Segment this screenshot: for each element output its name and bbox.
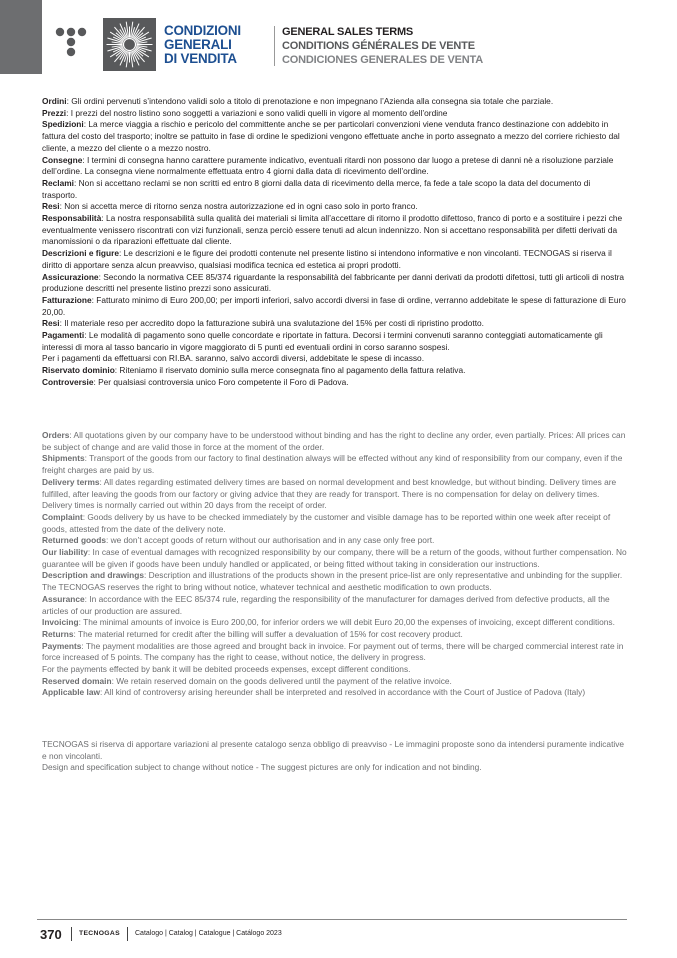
- term-text: : All kind of controversy arising hereunder shall be interpreted and resolved in accordance with the Court of Justice of Padova (Italy): [99, 687, 586, 698]
- term-label: Controversie: [42, 376, 94, 387]
- term-paragraph: [42, 353, 627, 365]
- term-text: : La merce viaggia a rischio e pericolo del committente anche se per particolari convenzioni viene venduta franco destinazione con addebito in fattura del costo del trasporto; inoltre se pattuito in fase di ordine le spedizioni vengono effettuate anche in porto assegnato a mezzo del corriere richiesto dal cliente, a mezzo del cliente o a mezzo nostro.: [42, 119, 620, 153]
- title-it-line-3: DI VENDITA: [164, 51, 237, 66]
- term-label: Consegne: [42, 154, 83, 165]
- term-label: Delivery terms: [42, 476, 100, 487]
- note-italian: TECNOGAS si riserva di apportare variazioni al presente catalogo senza obbligo di preavviso - Le immagini proposte sono da intendersi puramente indicative e non vincolanti.: [42, 739, 625, 761]
- term-paragraph: [42, 594, 627, 617]
- title-spanish: CONDICIONES GENERALES DE VENTA: [282, 54, 483, 66]
- term-text: : La nostra responsabilità sulla qualità dei materiali si limita all’accettare di ritorno il prodotto difettoso, franco di porto e a sostituire i pezzi che eventualmente venissero riscontrati con vizi funzionali, senza perciò essere tenuti ad alcun indennizzo. Non si accettano responsabilità per difetti derivati da manomissioni o da riparazioni effettuate dal cliente.: [42, 213, 623, 247]
- term-text: : Il materiale reso per accredito dopo la fatturazione subirà una svalutazione del 15% per costi di ripristino prodotto.: [59, 318, 484, 329]
- note-english: Design and specification subject to change without notice - The suggest pictures are only for indication and not binding.: [42, 762, 482, 773]
- term-label: Fatturazione: [42, 294, 92, 305]
- term-paragraph: [42, 119, 627, 154]
- term-label: Applicable law: [42, 687, 100, 698]
- term-label: Reclami: [42, 177, 75, 188]
- term-paragraph: [42, 178, 627, 201]
- term-paragraph: [42, 430, 627, 453]
- term-text: : In case of eventual damages with recognized responsibility by our company, there will be a return of the goods, without further compensation. No guarantee will be given if goods have been unduly handled or applicated, or being fitted without taking in consideration our instructions.: [42, 547, 627, 569]
- term-label: Orders: [42, 430, 70, 440]
- term-paragraph: [42, 570, 627, 593]
- english-terms: [42, 430, 627, 699]
- term-label: Ordini: [42, 96, 67, 106]
- term-text: : The payment modalities are those agreed and brought back in invoice. For payment out of terms, there will be charged commercial interest rate in force increased of 5 points. The company has the right to cease, without notice, the delivery in progress.: [42, 640, 624, 663]
- sunburst-icon: [103, 18, 156, 71]
- term-paragraph: [42, 617, 627, 629]
- term-text: : I termini di consegna hanno carattere puramente indicativo, eventuali ritardi non possono dar luogo a pretese di danni nè a risoluzione parziale dell’ordine. La consegna viene normalmente effettuata entro 4 giorni dalla data di ricevimento dell’ordine.: [42, 154, 614, 177]
- term-text: : Goods delivery by us have to be checked immediately by the customer and visible damage has to be reported within one week after receipt of goods, attested from the date of the delivery note.: [42, 511, 611, 534]
- term-text: : Fatturato minimo di Euro 200,00; per importi inferiori, salvo accordi diversi in fase di ordine, verranno addebitate le spese di fatturazione di Euro 20,00.: [42, 294, 626, 317]
- term-label: Returns: [42, 628, 74, 639]
- term-text: : Secondo la normativa CEE 85/374 riguardante la responsabilità del fabbricante per danni derivati da prodotti difettosi, tutti gli articoli di nostra produzione descritti nel presente listino prezzi sono assicurati.: [42, 271, 625, 294]
- title-multilingual: [282, 25, 483, 67]
- term-text: : Le modalità di pagamento sono quelle concordate e riportate in fattura. Decorsi i termini convenuti saranno conteggiati automaticamente gli interessi di mora al tasso bancario in vigore maggiorato di 5 punti ed eventuali ordini in corso saranno sospesi.: [42, 330, 603, 352]
- disclaimer-notes: [42, 739, 627, 774]
- term-paragraph: [42, 108, 627, 120]
- term-text: For the payments effected by bank it will be debited proceeds expenses, except different conditions.: [42, 664, 411, 675]
- title-italian: [164, 24, 274, 66]
- footer-separator: [71, 927, 72, 941]
- term-text: : The material returned for credit after the billing will suffer a devaluation of 15% for cost recovery product.: [73, 628, 463, 639]
- term-text: : Description and illustrations of the products shown in the present price-list are only representative and unbinding for the supplier. The TECNOGAS reserves the right to bring without notice, whatever technical and aesthetic modification to own products.: [42, 570, 623, 593]
- term-text: : All quotations given by our company have to be understood without binding and has the right to decline any order, even partially. Prices: All prices can be subject of change and are valid those in force at the moment of the order.: [42, 430, 626, 452]
- term-paragraph: [42, 641, 627, 664]
- term-paragraph: [42, 664, 627, 676]
- term-label: Riservato dominio: [42, 365, 115, 376]
- footer-separator: [127, 927, 128, 941]
- three-dots-logo-icon: [52, 24, 92, 64]
- page-header: [0, 0, 677, 74]
- term-paragraph: [42, 453, 627, 476]
- term-label: Reserved domain: [42, 675, 112, 686]
- term-text: : Per qualsiasi controversia unico Foro competente il Foro di Padova.: [93, 376, 349, 387]
- term-label: Complaint: [42, 511, 83, 522]
- term-text: : Gli ordini pervenuti s’intendono validi solo a titolo di prenotazione e non impegnano l’Azienda alla consegna sia totale che parziale.: [66, 96, 554, 106]
- term-text: : I prezzi del nostro listino sono soggetti a variazioni e sono validi quelli in vigore al momento dell’ordine: [66, 107, 448, 118]
- italian-terms: [42, 96, 627, 389]
- term-paragraph: [42, 629, 627, 641]
- term-paragraph: [42, 512, 627, 535]
- footer-catalog-label: Catalogo | Catalog | Catalogue | Catálogo 2023: [135, 930, 282, 937]
- term-label: Invoicing: [42, 617, 79, 628]
- term-text: : we don’t accept goods of return without our authorisation and in any case only free port.: [105, 535, 435, 546]
- term-text: Per i pagamenti da effettuarsi con RI.BA. saranno, salvo accordi diversi, addebitate le spese di incasso.: [42, 353, 425, 364]
- term-label: Payments: [42, 640, 82, 651]
- term-text: : We retain reserved domain on the goods delivered until the payment of the relative invoice.: [111, 675, 452, 686]
- footer-rule: [37, 919, 627, 920]
- term-paragraph: [42, 272, 627, 295]
- footer-brand: TECNOGAS: [79, 930, 120, 937]
- term-text: : Transport of the goods from our factory to final destination always will be effected without any kind of responsibility from our company, even if the freight charges are paid by us.: [42, 453, 623, 476]
- term-label: Assicurazione: [42, 271, 99, 282]
- term-paragraph: [42, 477, 627, 512]
- sunburst-emblem: [103, 18, 156, 71]
- term-paragraph: [42, 547, 627, 570]
- term-paragraph: [42, 365, 627, 377]
- term-label: Spedizioni: [42, 119, 84, 130]
- term-paragraph: [42, 295, 627, 318]
- term-text: : The minimal amounts of invoice is Euro 200,00, for inferior orders we will debit Euro 20,00 the expenses of invoicing, except different conditions.: [78, 617, 615, 628]
- term-label: Shipments: [42, 453, 85, 464]
- title-english: GENERAL SALES TERMS: [282, 26, 414, 38]
- term-text: : Non si accettano reclami se non scritti ed entro 8 giorni dalla data di ricevimento della merce, fa fede a tale scopo la data del documento di trasporto.: [42, 177, 591, 200]
- term-paragraph: [42, 330, 627, 353]
- term-label: Resi: [42, 318, 60, 329]
- term-text: : Riteniamo il riservato dominio sulla merce consegnata fino al pagamento della fattura relativa.: [114, 365, 466, 376]
- term-paragraph: [42, 96, 627, 108]
- term-paragraph: [42, 248, 627, 271]
- term-paragraph: [42, 318, 627, 330]
- title-it-line-2: GENERALI: [164, 37, 232, 52]
- term-paragraph: [42, 201, 627, 213]
- term-text: : All dates regarding estimated delivery times are based on normal development and best knowledge, but without binding. Delivery times are fulfilled, after leaving the goods from our factory or giving advice that they are ready for transport. There is no compensation for delay on delivery times. Delivery times is normally carried out within 20 days from the receipt of order.: [42, 476, 617, 511]
- term-text: : Le descrizioni e le figure dei prodotti contenute nel presente listino si intendono informative e non vincolanti. TECNOGAS si riserva il diritto di apportare senza alcun preavviso, qualsiasi modifica tecnica ed estetica ai propri prodotti.: [42, 248, 612, 270]
- term-label: Returned goods: [42, 535, 106, 546]
- term-paragraph: [42, 535, 627, 547]
- term-paragraph: [42, 687, 627, 699]
- term-text: : Non si accetta merce di ritorno senza nostra autorizzazione ed in ogni caso solo in porto franco.: [59, 201, 418, 212]
- term-label: Resi: [42, 201, 60, 212]
- term-label: Responsabilità: [42, 213, 102, 224]
- term-paragraph: [42, 377, 627, 389]
- header-color-block: [0, 0, 42, 74]
- term-label: Description and drawings: [42, 570, 144, 581]
- term-label: Assurance: [42, 593, 85, 604]
- term-label: Prezzi: [42, 107, 67, 118]
- term-label: Pagamenti: [42, 330, 85, 341]
- term-label: Descrizioni e figure: [42, 248, 119, 259]
- term-paragraph: [42, 676, 627, 688]
- term-paragraph: [42, 155, 627, 178]
- title-french: CONDITIONS GÉNÉRALES DE VENTE: [282, 40, 475, 52]
- term-paragraph: [42, 213, 627, 248]
- header-divider: [274, 26, 275, 66]
- page-number: 370: [40, 927, 62, 942]
- title-it-line-1: CONDIZIONI: [164, 23, 241, 38]
- term-text: : In accordance with the EEC 85/374 rule, regarding the responsibility of the manufacturer for damages derived from defective products, all the articles of our production are assured.: [42, 593, 610, 616]
- term-label: Our liability: [42, 547, 88, 558]
